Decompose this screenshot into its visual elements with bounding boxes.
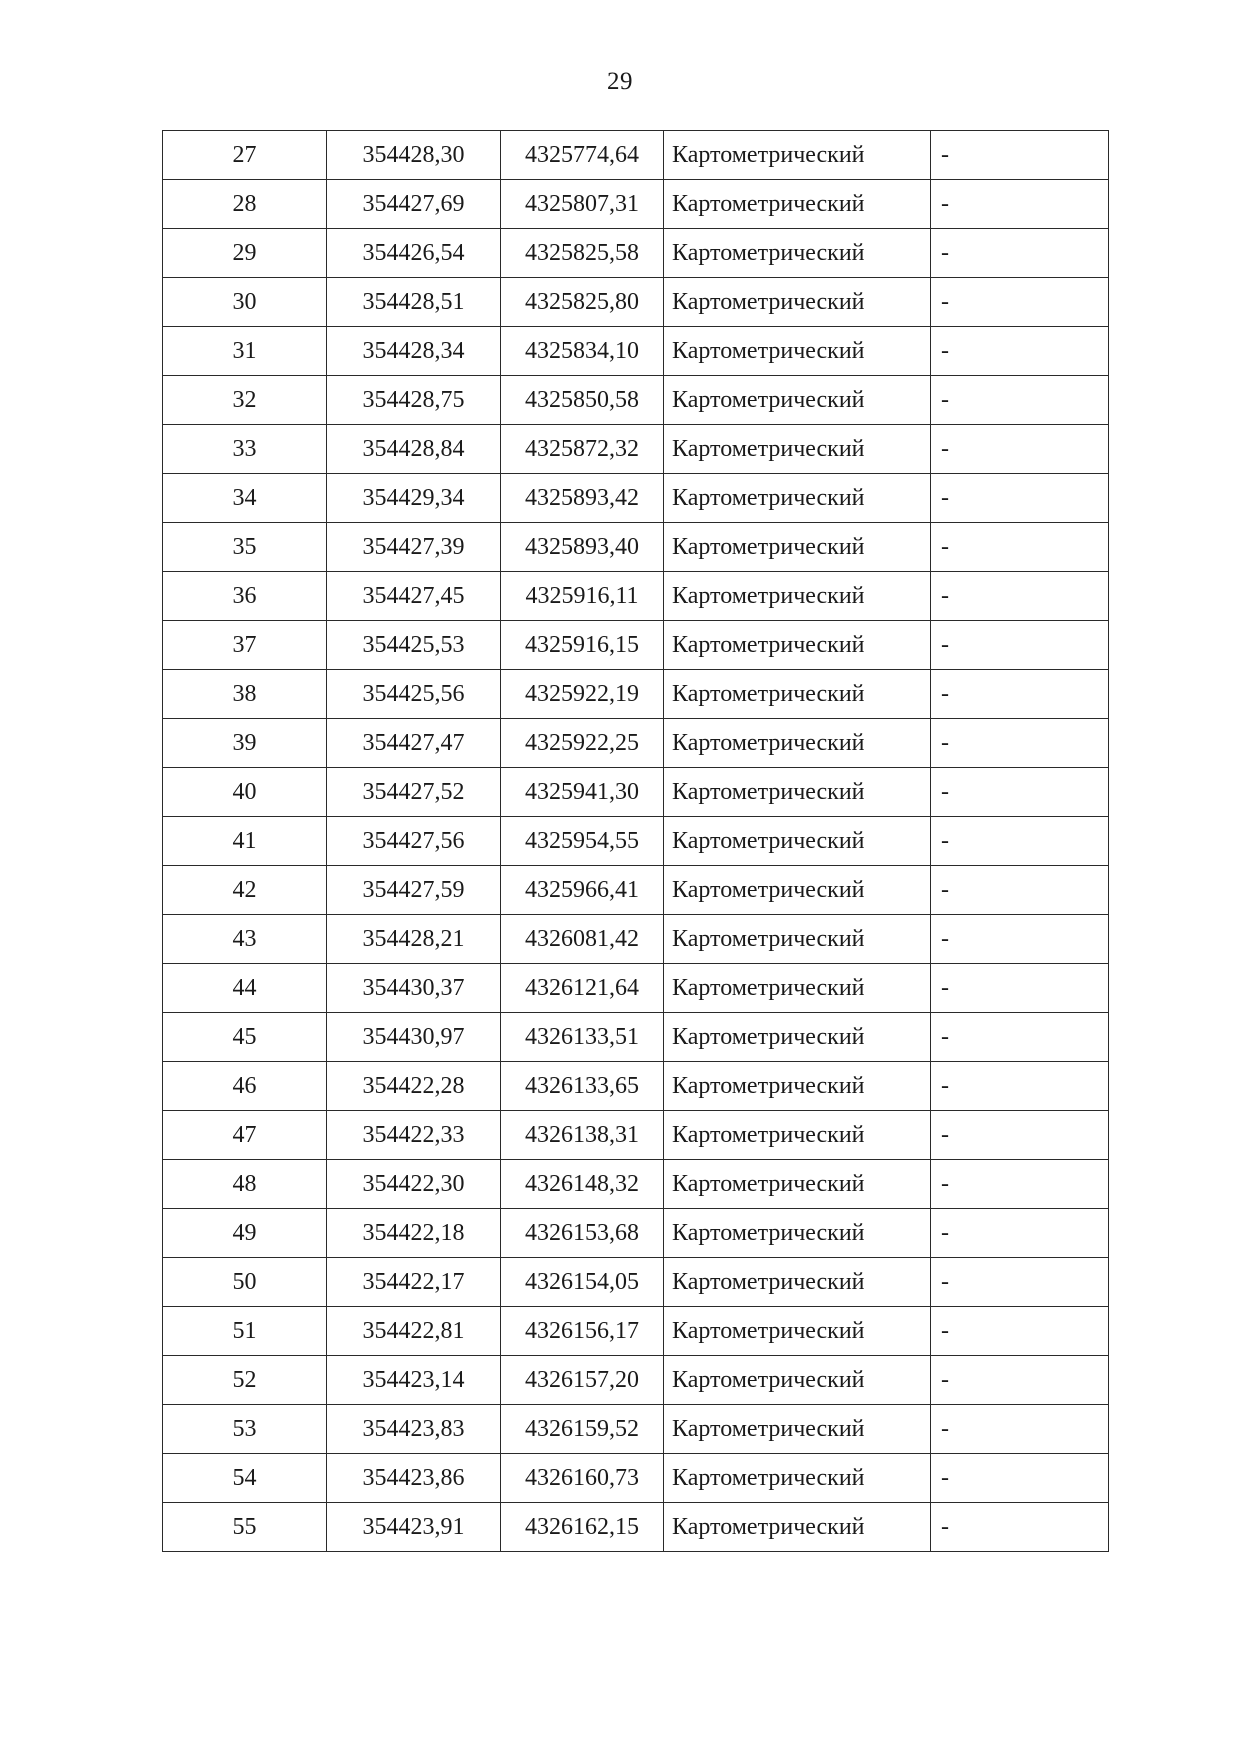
- description-cell: -: [931, 768, 1109, 817]
- x-coordinate-cell: 354422,30: [327, 1160, 501, 1209]
- point-number-cell: 52: [163, 1356, 327, 1405]
- x-coordinate-cell: 354422,28: [327, 1062, 501, 1111]
- x-coordinate-cell: 354427,59: [327, 866, 501, 915]
- description-cell: -: [931, 180, 1109, 229]
- description-cell: -: [931, 719, 1109, 768]
- description-cell: -: [931, 278, 1109, 327]
- x-coordinate-cell: 354422,81: [327, 1307, 501, 1356]
- y-coordinate-cell: 4325916,11: [501, 572, 664, 621]
- x-coordinate-cell: 354430,97: [327, 1013, 501, 1062]
- point-number-cell: 32: [163, 376, 327, 425]
- description-cell: -: [931, 866, 1109, 915]
- point-number-cell: 39: [163, 719, 327, 768]
- description-cell: -: [931, 376, 1109, 425]
- x-coordinate-cell: 354427,47: [327, 719, 501, 768]
- point-number-cell: 40: [163, 768, 327, 817]
- table-row: [163, 131, 1109, 180]
- table-row: [163, 376, 1109, 425]
- description-cell: -: [931, 964, 1109, 1013]
- description-cell: -: [931, 817, 1109, 866]
- table-row: [163, 1356, 1109, 1405]
- description-cell: -: [931, 572, 1109, 621]
- description-cell: -: [931, 1503, 1109, 1552]
- y-coordinate-cell: 4326138,31: [501, 1111, 664, 1160]
- table-row: [163, 180, 1109, 229]
- method-cell: Картометрический: [664, 474, 931, 523]
- description-cell: -: [931, 229, 1109, 278]
- table-row: [163, 1307, 1109, 1356]
- method-cell: Картометрический: [664, 866, 931, 915]
- point-number-cell: 49: [163, 1209, 327, 1258]
- point-number-cell: 55: [163, 1503, 327, 1552]
- table-row: [163, 1013, 1109, 1062]
- table-row: [163, 866, 1109, 915]
- method-cell: Картометрический: [664, 1062, 931, 1111]
- x-coordinate-cell: 354422,18: [327, 1209, 501, 1258]
- y-coordinate-cell: 4326162,15: [501, 1503, 664, 1552]
- description-cell: -: [931, 1160, 1109, 1209]
- description-cell: -: [931, 670, 1109, 719]
- description-cell: -: [931, 1013, 1109, 1062]
- y-coordinate-cell: 4326133,51: [501, 1013, 664, 1062]
- x-coordinate-cell: 354428,84: [327, 425, 501, 474]
- y-coordinate-cell: 4325774,64: [501, 131, 664, 180]
- page-number: 29: [607, 68, 633, 95]
- method-cell: Картометрический: [664, 1307, 931, 1356]
- table-row: [163, 621, 1109, 670]
- y-coordinate-cell: 4326121,64: [501, 964, 664, 1013]
- description-cell: -: [931, 131, 1109, 180]
- description-cell: -: [931, 1209, 1109, 1258]
- description-cell: -: [931, 1356, 1109, 1405]
- y-coordinate-cell: 4325825,58: [501, 229, 664, 278]
- description-cell: -: [931, 1307, 1109, 1356]
- table-row: [163, 474, 1109, 523]
- y-coordinate-cell: 4326159,52: [501, 1405, 664, 1454]
- y-coordinate-cell: 4326157,20: [501, 1356, 664, 1405]
- point-number-cell: 31: [163, 327, 327, 376]
- x-coordinate-cell: 354425,56: [327, 670, 501, 719]
- method-cell: Картометрический: [664, 1209, 931, 1258]
- method-cell: Картометрический: [664, 670, 931, 719]
- point-number-cell: 28: [163, 180, 327, 229]
- point-number-cell: 34: [163, 474, 327, 523]
- x-coordinate-cell: 354423,91: [327, 1503, 501, 1552]
- method-cell: Картометрический: [664, 915, 931, 964]
- x-coordinate-cell: 354422,33: [327, 1111, 501, 1160]
- y-coordinate-cell: 4326133,65: [501, 1062, 664, 1111]
- method-cell: Картометрический: [664, 572, 931, 621]
- point-number-cell: 38: [163, 670, 327, 719]
- y-coordinate-cell: 4325834,10: [501, 327, 664, 376]
- method-cell: Картометрический: [664, 1356, 931, 1405]
- table-row: [163, 817, 1109, 866]
- table-row: [163, 1062, 1109, 1111]
- y-coordinate-cell: 4326081,42: [501, 915, 664, 964]
- table-row: [163, 719, 1109, 768]
- point-number-cell: 50: [163, 1258, 327, 1307]
- table-row: [163, 327, 1109, 376]
- method-cell: Картометрический: [664, 1405, 931, 1454]
- x-coordinate-cell: 354428,30: [327, 131, 501, 180]
- x-coordinate-cell: 354428,51: [327, 278, 501, 327]
- table-row: [163, 523, 1109, 572]
- method-cell: Картометрический: [664, 327, 931, 376]
- y-coordinate-cell: 4325825,80: [501, 278, 664, 327]
- point-number-cell: 43: [163, 915, 327, 964]
- y-coordinate-cell: 4326148,32: [501, 1160, 664, 1209]
- description-cell: -: [931, 621, 1109, 670]
- method-cell: Картометрический: [664, 1013, 931, 1062]
- table-row: [163, 964, 1109, 1013]
- method-cell: Картометрический: [664, 376, 931, 425]
- method-cell: Картометрический: [664, 1160, 931, 1209]
- point-number-cell: 42: [163, 866, 327, 915]
- table-row: [163, 1454, 1109, 1503]
- point-number-cell: 45: [163, 1013, 327, 1062]
- method-cell: Картометрический: [664, 964, 931, 1013]
- y-coordinate-cell: 4325850,58: [501, 376, 664, 425]
- y-coordinate-cell: 4325893,40: [501, 523, 664, 572]
- point-number-cell: 53: [163, 1405, 327, 1454]
- y-coordinate-cell: 4325922,25: [501, 719, 664, 768]
- point-number-cell: 27: [163, 131, 327, 180]
- y-coordinate-cell: 4326160,73: [501, 1454, 664, 1503]
- method-cell: Картометрический: [664, 719, 931, 768]
- x-coordinate-cell: 354428,34: [327, 327, 501, 376]
- x-coordinate-cell: 354429,34: [327, 474, 501, 523]
- x-coordinate-cell: 354430,37: [327, 964, 501, 1013]
- table-row: [163, 278, 1109, 327]
- x-coordinate-cell: 354428,21: [327, 915, 501, 964]
- point-number-cell: 54: [163, 1454, 327, 1503]
- y-coordinate-cell: 4326153,68: [501, 1209, 664, 1258]
- x-coordinate-cell: 354422,17: [327, 1258, 501, 1307]
- method-cell: Картометрический: [664, 621, 931, 670]
- description-cell: -: [931, 1405, 1109, 1454]
- description-cell: -: [931, 1062, 1109, 1111]
- table-row: [163, 425, 1109, 474]
- method-cell: Картометрический: [664, 768, 931, 817]
- method-cell: Картометрический: [664, 1503, 931, 1552]
- method-cell: Картометрический: [664, 1111, 931, 1160]
- point-number-cell: 51: [163, 1307, 327, 1356]
- table-row: [163, 1209, 1109, 1258]
- point-number-cell: 37: [163, 621, 327, 670]
- method-cell: Картометрический: [664, 425, 931, 474]
- x-coordinate-cell: 354427,45: [327, 572, 501, 621]
- point-number-cell: 46: [163, 1062, 327, 1111]
- method-cell: Картометрический: [664, 1454, 931, 1503]
- point-number-cell: 35: [163, 523, 327, 572]
- method-cell: Картометрический: [664, 131, 931, 180]
- y-coordinate-cell: 4325807,31: [501, 180, 664, 229]
- table-row: [163, 1405, 1109, 1454]
- description-cell: -: [931, 425, 1109, 474]
- point-number-cell: 48: [163, 1160, 327, 1209]
- description-cell: -: [931, 1111, 1109, 1160]
- description-cell: -: [931, 1454, 1109, 1503]
- point-number-cell: 36: [163, 572, 327, 621]
- y-coordinate-cell: 4326156,17: [501, 1307, 664, 1356]
- description-cell: -: [931, 1258, 1109, 1307]
- table-row: [163, 670, 1109, 719]
- point-number-cell: 29: [163, 229, 327, 278]
- y-coordinate-cell: 4325916,15: [501, 621, 664, 670]
- x-coordinate-cell: 354423,14: [327, 1356, 501, 1405]
- method-cell: Картометрический: [664, 817, 931, 866]
- coordinates-table: [162, 130, 1109, 1552]
- point-number-cell: 33: [163, 425, 327, 474]
- description-cell: -: [931, 474, 1109, 523]
- point-number-cell: 47: [163, 1111, 327, 1160]
- description-cell: -: [931, 523, 1109, 572]
- table-row: [163, 1503, 1109, 1552]
- x-coordinate-cell: 354423,83: [327, 1405, 501, 1454]
- x-coordinate-cell: 354425,53: [327, 621, 501, 670]
- y-coordinate-cell: 4325941,30: [501, 768, 664, 817]
- method-cell: Картометрический: [664, 229, 931, 278]
- x-coordinate-cell: 354423,86: [327, 1454, 501, 1503]
- table-row: [163, 572, 1109, 621]
- y-coordinate-cell: 4325893,42: [501, 474, 664, 523]
- point-number-cell: 44: [163, 964, 327, 1013]
- description-cell: -: [931, 327, 1109, 376]
- table-row: [163, 1111, 1109, 1160]
- method-cell: Картометрический: [664, 1258, 931, 1307]
- x-coordinate-cell: 354427,56: [327, 817, 501, 866]
- coordinates-table-body: [163, 131, 1109, 1552]
- point-number-cell: 41: [163, 817, 327, 866]
- x-coordinate-cell: 354427,39: [327, 523, 501, 572]
- y-coordinate-cell: 4326154,05: [501, 1258, 664, 1307]
- method-cell: Картометрический: [664, 278, 931, 327]
- y-coordinate-cell: 4325922,19: [501, 670, 664, 719]
- table-row: [163, 768, 1109, 817]
- table-row: [163, 1160, 1109, 1209]
- y-coordinate-cell: 4325966,41: [501, 866, 664, 915]
- table-row: [163, 229, 1109, 278]
- x-coordinate-cell: 354427,52: [327, 768, 501, 817]
- method-cell: Картометрический: [664, 523, 931, 572]
- table-row: [163, 915, 1109, 964]
- method-cell: Картометрический: [664, 180, 931, 229]
- x-coordinate-cell: 354427,69: [327, 180, 501, 229]
- point-number-cell: 30: [163, 278, 327, 327]
- table-row: [163, 1258, 1109, 1307]
- y-coordinate-cell: 4325872,32: [501, 425, 664, 474]
- description-cell: -: [931, 915, 1109, 964]
- x-coordinate-cell: 354426,54: [327, 229, 501, 278]
- x-coordinate-cell: 354428,75: [327, 376, 501, 425]
- y-coordinate-cell: 4325954,55: [501, 817, 664, 866]
